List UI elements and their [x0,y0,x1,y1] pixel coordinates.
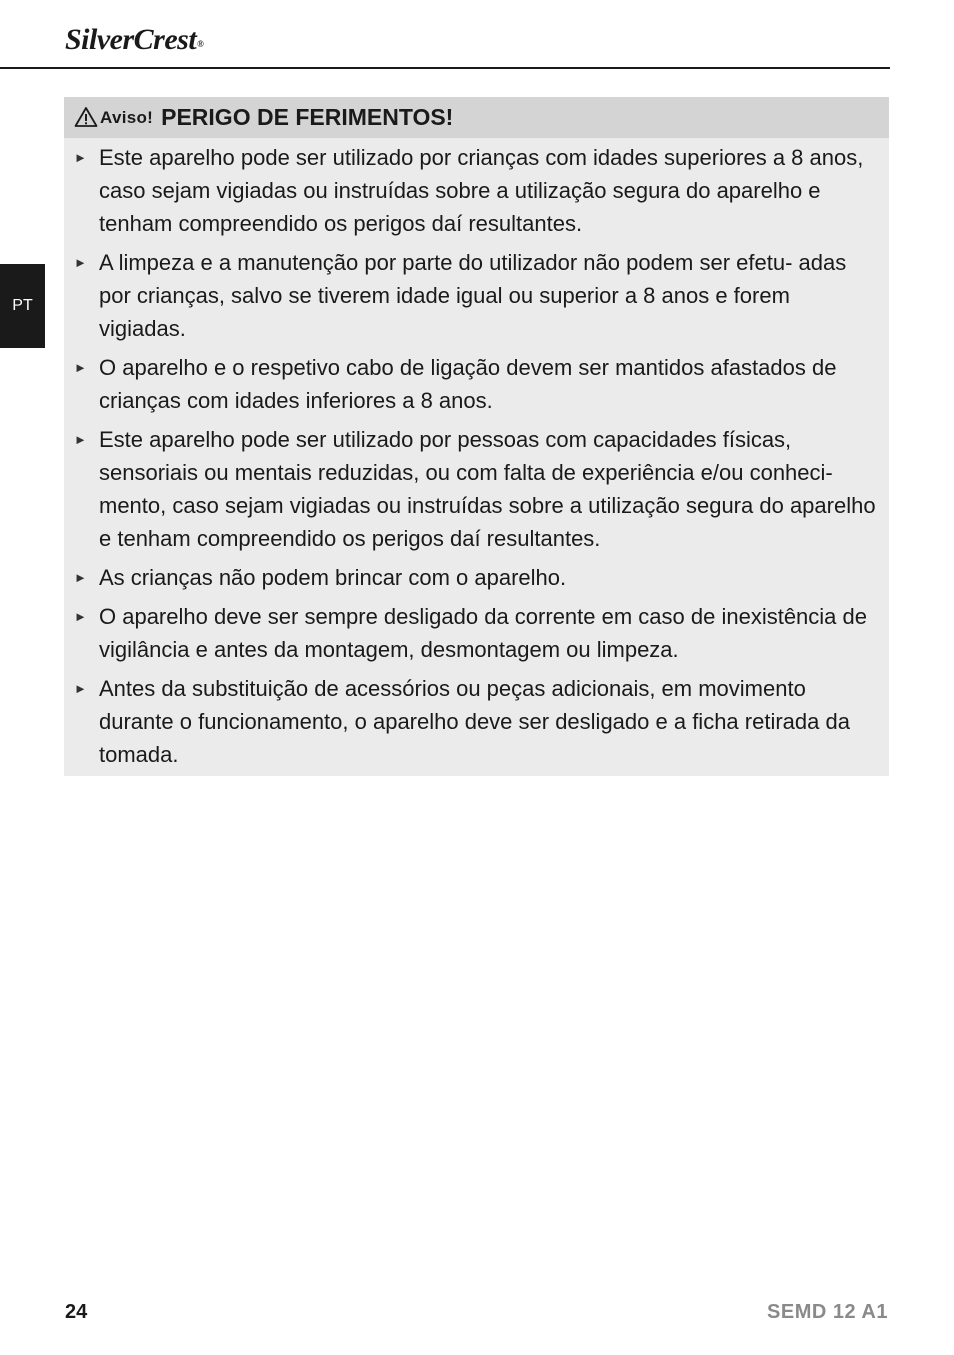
list-item [64,561,889,594]
list-item-text: O aparelho e o respetivo cabo de ligação devem ser mantidos afastados de crianças com idades inferiores a 8 anos. [99,355,837,413]
page-number: 24 [65,1301,88,1323]
list-item [64,246,889,345]
language-label: PT [12,297,33,314]
warning-prefix: Aviso! [100,107,154,127]
bullet-arrow-icon: ► [74,609,87,624]
bullet-arrow-icon: ► [74,432,87,447]
list-item [64,141,889,240]
list-item-text: O aparelho deve ser sempre desligado da corrente em caso de inexistência de vigilância e antes da montagem, desmontagem ou limpeza. [99,604,868,662]
bullet-arrow-icon: ► [74,150,87,165]
list-item [64,423,889,555]
list-item-text: A limpeza e a manutenção por parte do utilizador não podem ser efetu- adas por crianças, salvo se tiverem idade igual ou superior a 8 anos e forem vigiadas. [99,250,847,341]
list-item-text: Este aparelho pode ser utilizado por crianças com idades superiores a 8 anos, caso sejam vigiadas ou instruídas sobre a utilização segura do aparelho e tenham compreendido os perigos daí resultantes. [99,145,864,236]
warning-triangle-icon [74,106,98,128]
bullet-arrow-icon: ► [74,255,87,270]
registered-mark: ® [197,39,204,49]
brand-logo [65,22,203,58]
warning-list [64,141,889,771]
brand-name: SilverCrest [65,23,197,56]
warning-box [64,97,889,776]
list-item-text: Antes da substituição de acessórios ou peças adicionais, em movimento durante o funcionamento, o aparelho deve ser desligado e a ficha retirada da tomada. [99,676,850,767]
list-item [64,351,889,417]
list-item-text: Este aparelho pode ser utilizado por pessoas com capacidades físicas, sensoriais ou mentais reduzidas, ou com falta de experiência e/ou conheci- mento, caso sejam vigiadas ou instruídas sobre a utilização segura do aparelho e tenham compreendido os perigos daí resultantes. [99,427,876,551]
list-item [64,672,889,771]
list-item [64,600,889,666]
bullet-arrow-icon: ► [74,570,87,585]
list-item-text: As crianças não podem brincar com o aparelho. [99,565,567,590]
warning-title: PERIGO DE FERIMENTOS! [161,104,454,130]
bullet-arrow-icon: ► [74,360,87,375]
language-tab [0,264,45,348]
model-number: SEMD 12 A1 [767,1301,888,1323]
bullet-arrow-icon: ► [74,681,87,696]
warning-header [64,97,889,138]
header-rule [0,67,890,69]
